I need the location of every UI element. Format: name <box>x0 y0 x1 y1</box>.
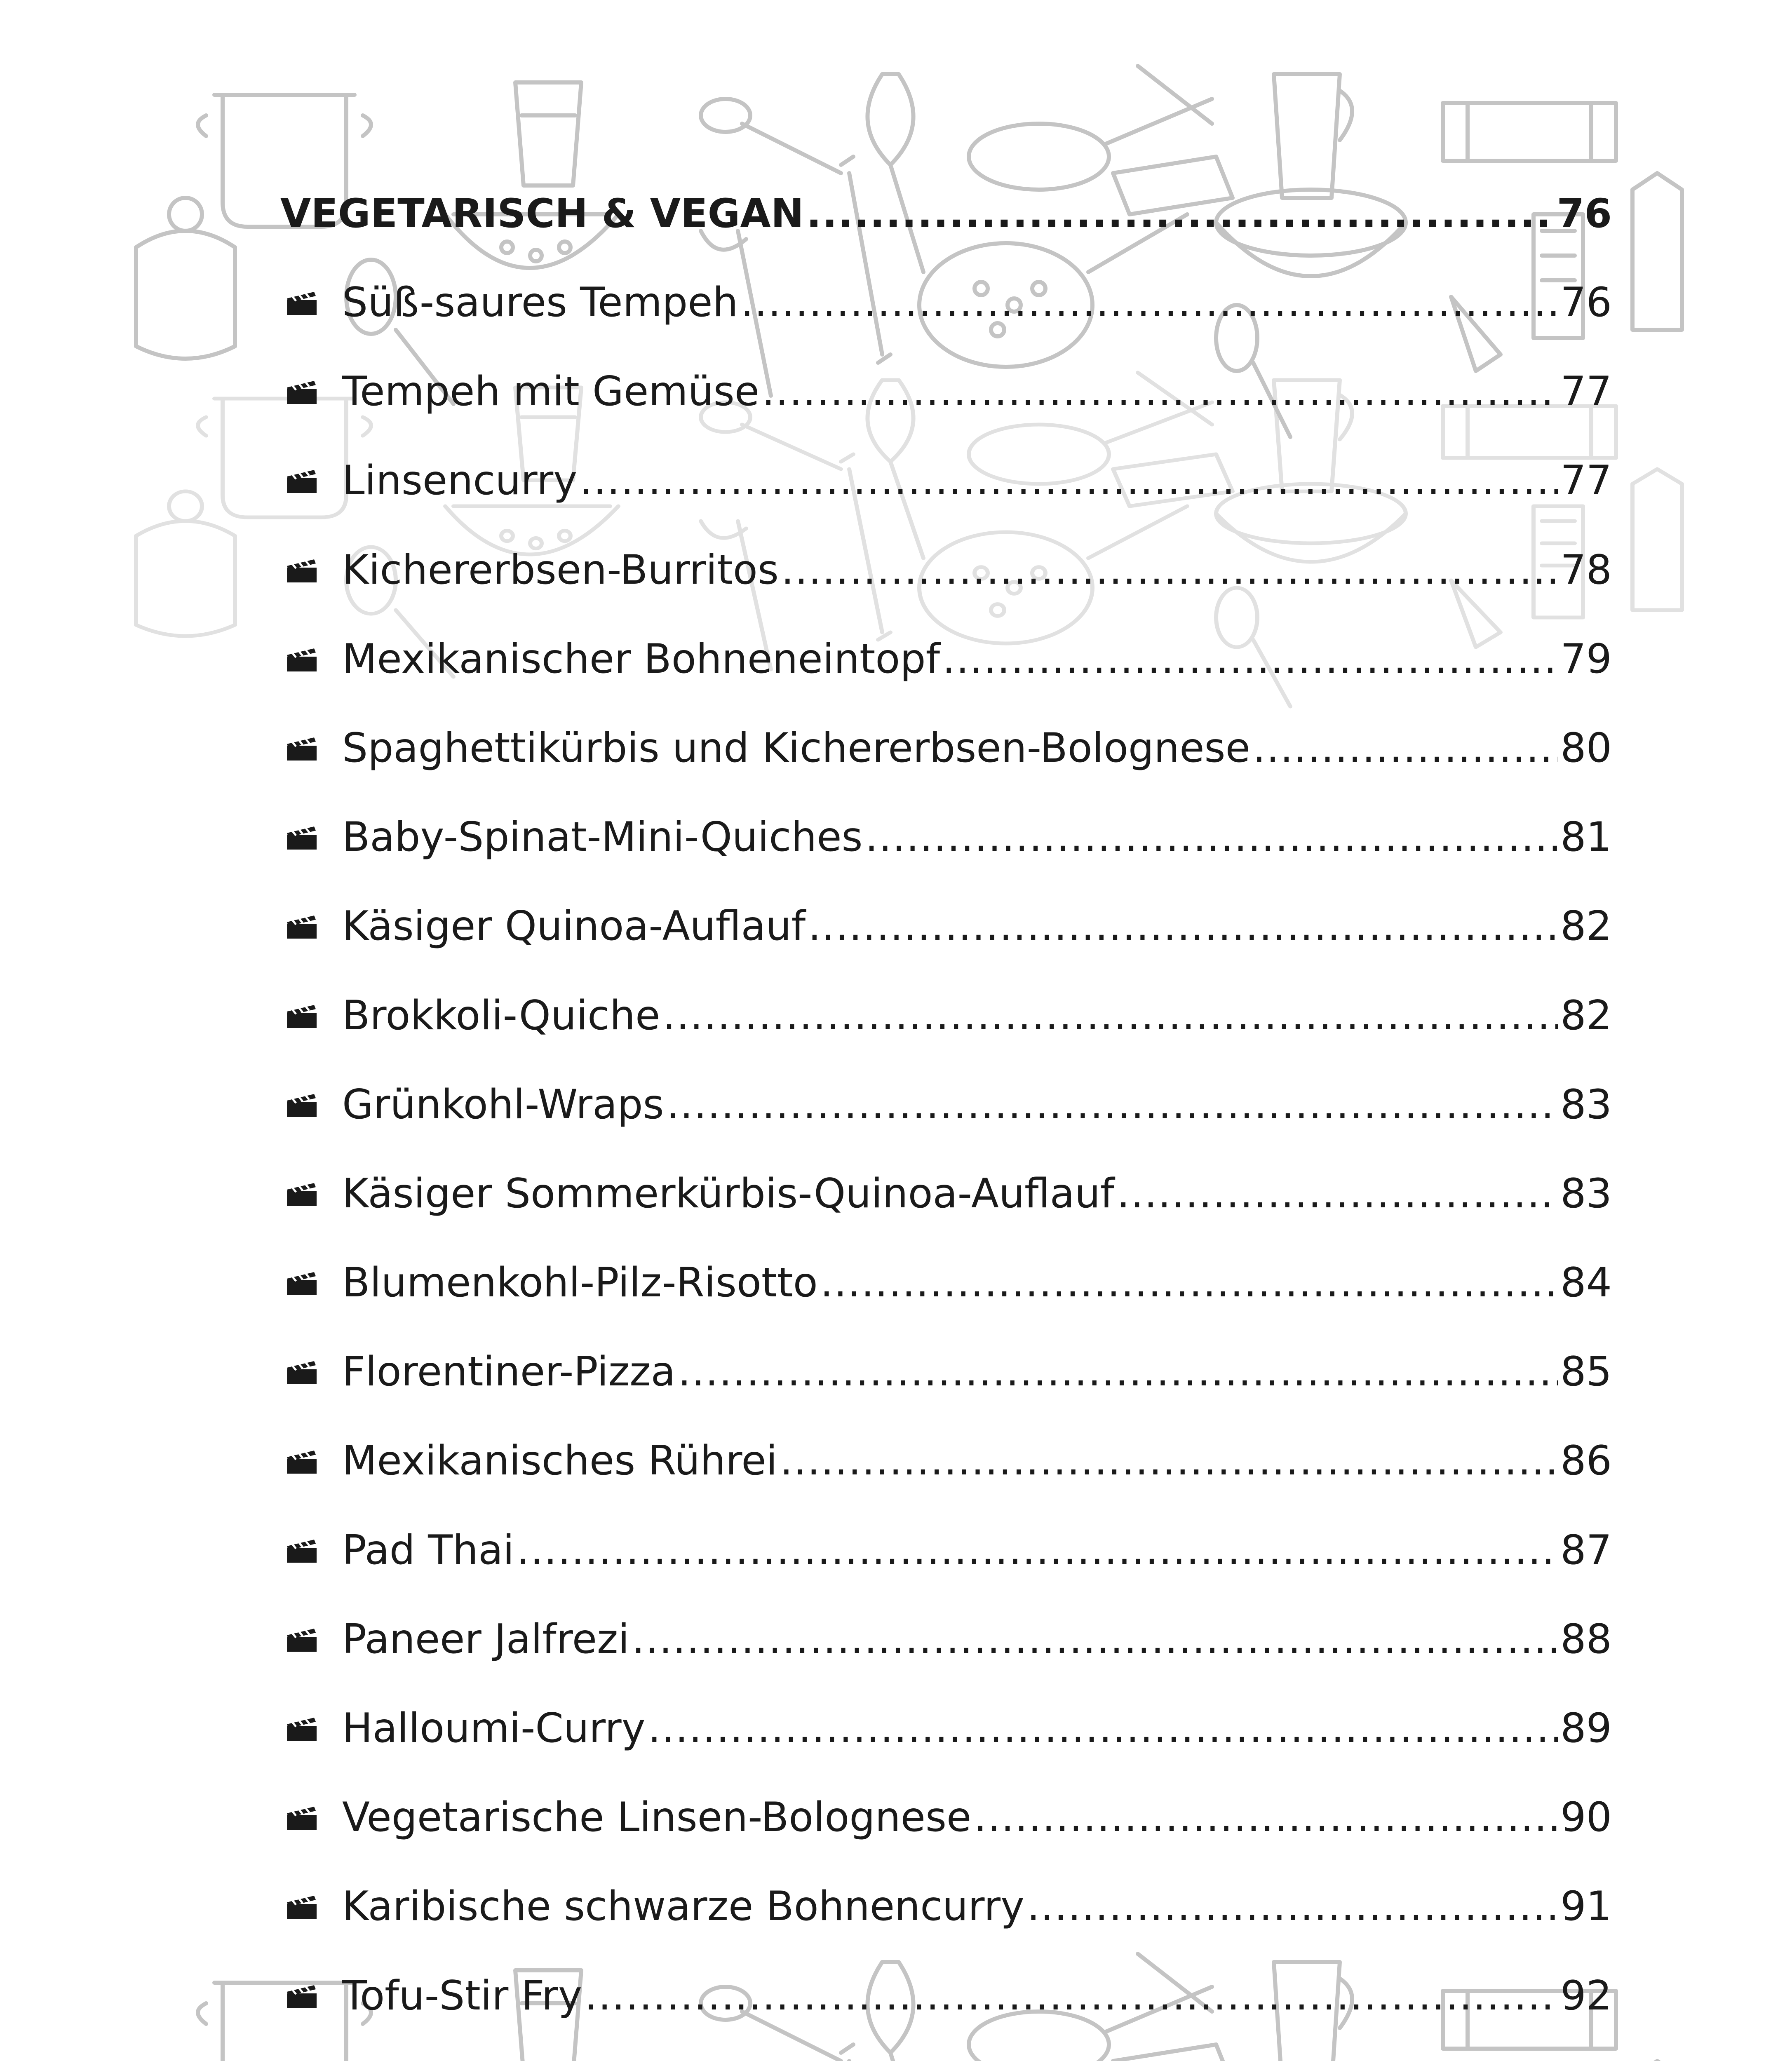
page-number: 76 <box>1557 190 1612 237</box>
entry-title: Vegetarische Linsen-Bolognese <box>342 1794 972 1841</box>
page-number: 83 <box>1560 1081 1612 1128</box>
toc-entry[interactable] <box>280 1773 1612 1862</box>
page-number: 91 <box>1560 1883 1612 1930</box>
dot-leader <box>974 1773 1558 1862</box>
page-number: 77 <box>1560 457 1612 505</box>
toc-entry[interactable] <box>280 1862 1612 1951</box>
clapperboard-icon <box>280 910 342 943</box>
clapperboard-icon <box>280 1623 342 1656</box>
dot-leader <box>808 882 1558 971</box>
dot-leader <box>662 971 1558 1060</box>
entry-title: Kichererbsen-Burritos <box>342 546 779 594</box>
toc-entry[interactable] <box>280 971 1612 1060</box>
clapperboard-icon <box>280 1801 342 1834</box>
entry-title: Mexikanischer Bohneneintopf <box>342 635 940 683</box>
dot-leader <box>580 436 1558 525</box>
page-number: 86 <box>1560 1437 1612 1485</box>
dot-leader <box>1253 704 1558 793</box>
entry-title: Blumenkohl-Pilz-Risotto <box>342 1259 818 1307</box>
dot-leader <box>806 169 1554 258</box>
toc-section-heading[interactable] <box>280 169 1612 258</box>
clapperboard-icon <box>280 375 342 408</box>
clapperboard-icon <box>280 1355 342 1388</box>
clapperboard-icon <box>280 1266 342 1299</box>
page-number: 85 <box>1560 1348 1612 1396</box>
page-number: 83 <box>1560 1170 1612 1217</box>
clapperboard-icon <box>280 554 342 587</box>
section-title: VEGETARISCH & VEGAN <box>280 190 804 237</box>
entry-title: Tofu-Stir Fry <box>342 1972 582 2019</box>
page-number: 81 <box>1560 814 1612 861</box>
page-number: 88 <box>1560 1615 1612 1663</box>
entry-title <box>342 2040 546 2061</box>
entry-title: Karibische schwarze Bohnencurry <box>342 1883 1025 1930</box>
toc-entry[interactable] <box>280 1238 1612 1327</box>
toc-entry[interactable] <box>280 615 1612 704</box>
dot-leader <box>549 2040 1558 2061</box>
toc-entry[interactable] <box>280 1060 1612 1149</box>
dot-leader <box>585 1951 1558 2040</box>
dot-leader <box>781 526 1558 615</box>
page-number: 78 <box>1560 546 1612 594</box>
page-number: 76 <box>1560 279 1612 326</box>
page-number: 92 <box>1560 1972 1612 2019</box>
page-number: 89 <box>1560 1705 1612 1752</box>
page-number: 80 <box>1560 724 1612 772</box>
entry-title: Spaghettikürbis und Kichererbsen-Bolognese <box>342 724 1250 772</box>
toc-entry[interactable] <box>280 793 1612 882</box>
toc-entry[interactable] <box>280 1951 1612 2040</box>
dot-leader <box>942 615 1558 704</box>
entry-title: Käsiger Quinoa-Auflauf <box>342 903 806 950</box>
toc-entry[interactable] <box>280 1149 1612 1238</box>
dot-leader <box>667 1060 1558 1149</box>
dot-leader <box>762 347 1558 436</box>
page-number: 79 <box>1560 635 1612 683</box>
toc-entry[interactable] <box>280 1327 1612 1416</box>
clapperboard-icon <box>280 999 342 1032</box>
clapperboard-icon <box>280 1979 342 2012</box>
clapperboard-icon <box>280 1534 342 1567</box>
entry-title: Linsencurry <box>342 457 578 505</box>
page-number <box>1560 2040 1612 2061</box>
clapperboard-icon <box>280 1088 342 1121</box>
toc-entry[interactable] <box>280 2040 1612 2061</box>
page-number: 77 <box>1560 368 1612 415</box>
clapperboard-icon <box>280 821 342 854</box>
dot-leader <box>865 793 1558 882</box>
toc-entry[interactable] <box>280 1684 1612 1773</box>
dot-leader <box>678 1327 1558 1416</box>
toc-entry[interactable] <box>280 526 1612 615</box>
toc-entry[interactable] <box>280 1416 1612 1505</box>
page-number: 84 <box>1560 1259 1612 1307</box>
page-number: 90 <box>1560 1794 1612 1841</box>
toc-entry[interactable] <box>280 436 1612 525</box>
clapperboard-icon <box>280 464 342 497</box>
entry-title: Mexikanisches Rührei <box>342 1437 777 1485</box>
toc-entry[interactable] <box>280 882 1612 971</box>
entry-title: Pad Thai <box>342 1526 514 1574</box>
entry-title: Baby-Spinat-Mini-Quiches <box>342 814 863 861</box>
entry-title: Paneer Jalfrezi <box>342 1615 629 1663</box>
entry-title: Käsiger Sommerkürbis-Quinoa-Auflauf <box>342 1170 1115 1217</box>
clapperboard-icon <box>280 1890 342 1923</box>
clapperboard-icon <box>280 286 342 319</box>
dot-leader <box>632 1595 1558 1684</box>
toc-entry[interactable] <box>280 1506 1612 1595</box>
toc-entry[interactable] <box>280 1595 1612 1684</box>
entry-title: Tempeh mit Gemüse <box>342 368 760 415</box>
entry-title: Brokkoli-Quiche <box>342 992 660 1039</box>
toc-entry[interactable] <box>280 258 1612 347</box>
toc-entry[interactable] <box>280 347 1612 436</box>
dot-leader <box>741 258 1558 347</box>
entry-title: Halloumi-Curry <box>342 1705 646 1752</box>
dot-leader <box>820 1238 1558 1327</box>
clapperboard-icon <box>280 1712 342 1745</box>
entry-title: Florentiner-Pizza <box>342 1348 676 1396</box>
toc-entry[interactable] <box>280 704 1612 793</box>
clapperboard-icon <box>280 732 342 765</box>
dot-leader <box>1027 1862 1558 1951</box>
page-number: 87 <box>1560 1526 1612 1574</box>
dot-leader <box>648 1684 1558 1773</box>
entry-title: Süß-saures Tempeh <box>342 279 738 326</box>
table-of-contents <box>280 169 1612 2061</box>
clapperboard-icon <box>280 1177 342 1210</box>
clapperboard-icon <box>280 643 342 676</box>
page-number: 82 <box>1560 992 1612 1039</box>
dot-leader <box>517 1506 1558 1595</box>
dot-leader <box>1117 1149 1558 1238</box>
entry-title: Grünkohl-Wraps <box>342 1081 664 1128</box>
clapperboard-icon <box>280 1445 342 1478</box>
dot-leader <box>780 1416 1558 1505</box>
page-number: 82 <box>1560 903 1612 950</box>
